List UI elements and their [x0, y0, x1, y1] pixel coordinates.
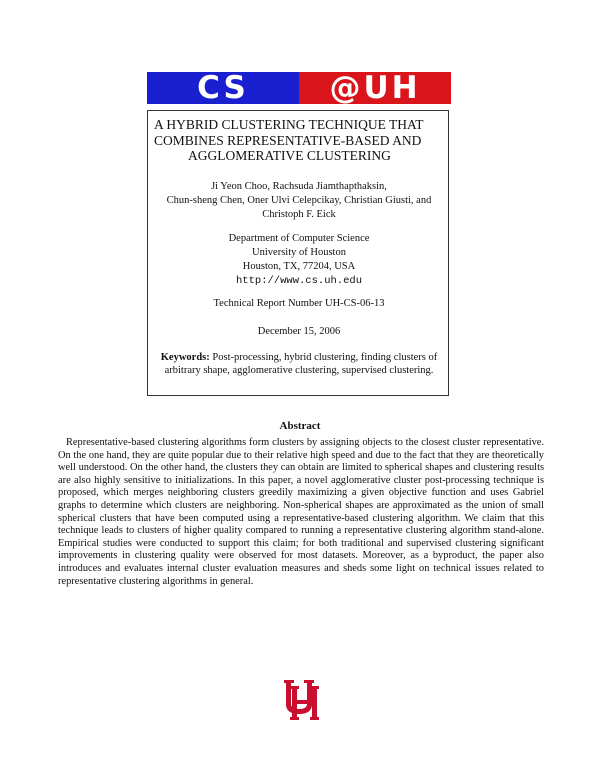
logo-right-panel	[299, 72, 451, 104]
author-line: Ji Yeon Choo, Rachsuda Jiamthapthaksin,	[211, 181, 387, 192]
logo-right-text: UH	[363, 72, 421, 104]
title-line: COMBINES REPRESENTATIVE-BASED AND	[154, 132, 422, 148]
cs-at-uh-logo	[147, 72, 451, 104]
keywords-label: Keywords:	[160, 352, 210, 363]
keywords-text: Post-processing, hybrid clustering, finding clusters of arbitrary shape, agglomerative clustering, supervised clustering.	[164, 352, 438, 376]
department: Department of Computer Science	[228, 233, 370, 244]
uh-interlocking-logo-icon	[282, 676, 322, 724]
university: University of Houston	[252, 247, 346, 258]
abstract-heading: Abstract	[279, 420, 321, 432]
logo-at-symbol: @	[329, 72, 364, 104]
title-line: A HYBRID CLUSTERING TECHNIQUE THAT	[154, 117, 424, 132]
website-link[interactable]: http://www.cs.uh.edu	[235, 275, 363, 287]
logo-left-panel	[147, 72, 299, 104]
author-line: Chun-sheng Chen, Oner Ulvi Celepcikay, Christian Giusti, and	[166, 195, 432, 206]
author-list	[152, 180, 446, 222]
paper-title	[154, 117, 444, 164]
logo-left-text: CS	[197, 72, 249, 104]
title-line: AGGLOMERATIVE CLUSTERING	[188, 148, 391, 163]
abstract-body: Representative-based clustering algorithms form clusters by assigning objects to the closest cluster representative. On the one hand, they are quite popular due to their relative high speed and due to the fact that they are theoretically well understood. On the other hand, the clusters they can obtain are limited to spherical shapes and clustering results are also highly sensitive to initializations. In this paper, a novel agglomerative cluster post-processing technique is proposed, which merges neighboring clusters greedily maximizing a given objective function and uses Gabriel graphs to determine which clusters are neighboring. Non-spherical shapes are approximated as the union of small spherical clusters that have been computed using a representative-based clustering algorithm. We claim that this technique leads to clusters of higher quality compared to running a representative clustering algorithm stand-alone. Empirical studies were conducted to support this claim; for both traditional and supervised clustering significant improvements in clustering quality were observed for most datasets. Moreover, as a byproduct, the paper also introduces and evaluates internal cluster evaluation measures and sheds some light on technical issues related to representative clustering algorithms in general.	[58, 437, 544, 587]
report-number: Technical Report Number UH-CS-06-13	[213, 298, 385, 309]
affiliation	[152, 232, 446, 288]
author-line: Christoph F. Eick	[262, 209, 336, 220]
title-box	[147, 110, 449, 396]
keywords	[152, 351, 446, 377]
report-date: December 15, 2006	[257, 326, 341, 337]
address: Houston, TX, 77204, USA	[242, 261, 356, 272]
